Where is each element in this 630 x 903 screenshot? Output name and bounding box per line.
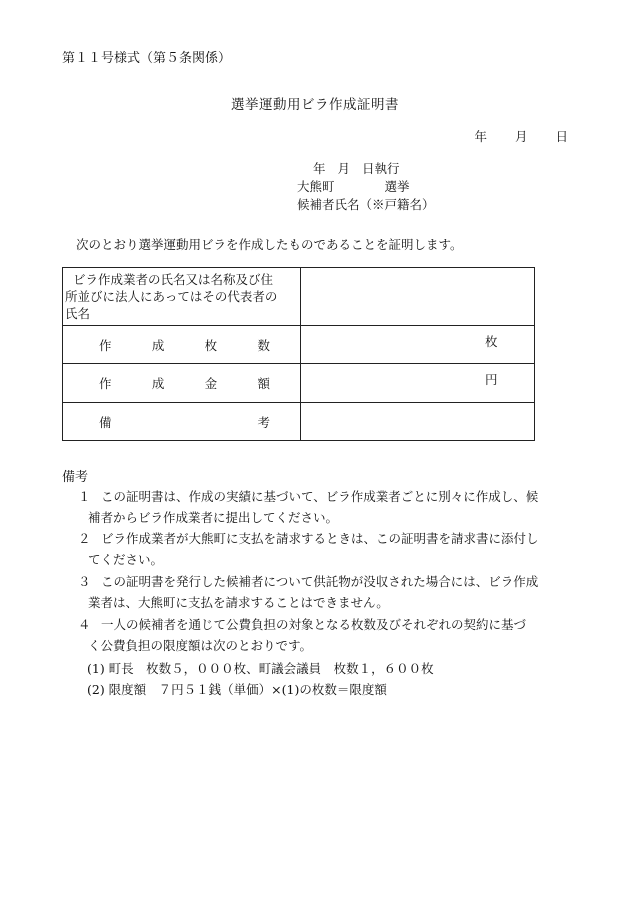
printer-info-value[interactable] (301, 268, 535, 326)
amount-label: 作 成 金 額 (63, 364, 301, 403)
remarks-label: 備 考 (63, 403, 301, 441)
document-title: 選挙運動用ビラ作成証明書 (231, 97, 399, 113)
election-label: 選挙 (384, 179, 410, 194)
issue-date (474, 127, 568, 145)
date-day: 日 (555, 129, 568, 144)
election-name-line (297, 178, 435, 196)
note-item-1: １ この証明書は、作成の実績に基づいて、ビラ作成業者ごとに別々に作成し、候 補者からビラ作成業者に提出してください。 (78, 489, 539, 525)
date-month: 月 (514, 129, 528, 144)
table-row (63, 326, 535, 364)
table-row (63, 403, 535, 441)
form-number: 第１１号様式（第５条関係） (62, 51, 232, 66)
table-row (63, 364, 535, 403)
candidate-name-line: 候補者氏名（※戸籍名） (297, 197, 435, 212)
election-day: 日執行 (362, 161, 400, 176)
note-item-3: ３ この証明書を発行した候補者について供託物が没収された場合には、ビラ作成 業者は、大熊町に支払を請求することはできません。 (78, 574, 539, 610)
election-month: 月 (337, 161, 351, 176)
date-year: 年 (474, 129, 487, 144)
election-year: 年 (313, 161, 326, 176)
note-item-2: ２ ビラ作成業者が大熊町に支払を請求するときは、この証明書を請求書に添付し てください。 (78, 531, 539, 567)
printer-info-label: ビラ作成業者の氏名又は名称及び住 所並びに法人にあってはその代表者の 氏名 (63, 268, 301, 326)
table-row (63, 268, 535, 326)
town-name: 大熊町 (297, 179, 335, 194)
quantity-unit: 枚 (485, 334, 498, 349)
amount-unit: 円 (485, 372, 498, 387)
quantity-value[interactable] (301, 326, 535, 364)
signature-block (297, 160, 435, 214)
note-item-4: ４ 一人の候補者を通じて公費負担の対象となる枚数及びそれぞれの契約に基づ く公費負担の限度額は次のとおりです。 (78, 617, 527, 653)
notes-heading: 備考 (62, 470, 89, 485)
quantity-label: 作 成 枚 数 (63, 326, 301, 364)
election-date-line (297, 160, 435, 178)
note-sub-2: (2) 限度額 ７円５１銭（単価）×(1)の枚数＝限度額 (87, 682, 387, 697)
intro-statement: 次のとおり選挙運動用ビラを作成したものであることを証明します。 (76, 237, 463, 252)
note-sub-1: (1) 町長 枚数５，０００枚、町議会議員 枚数１，６００枚 (87, 661, 434, 676)
remarks-value[interactable] (301, 403, 535, 441)
amount-value[interactable] (301, 364, 535, 403)
certificate-table (62, 267, 535, 441)
